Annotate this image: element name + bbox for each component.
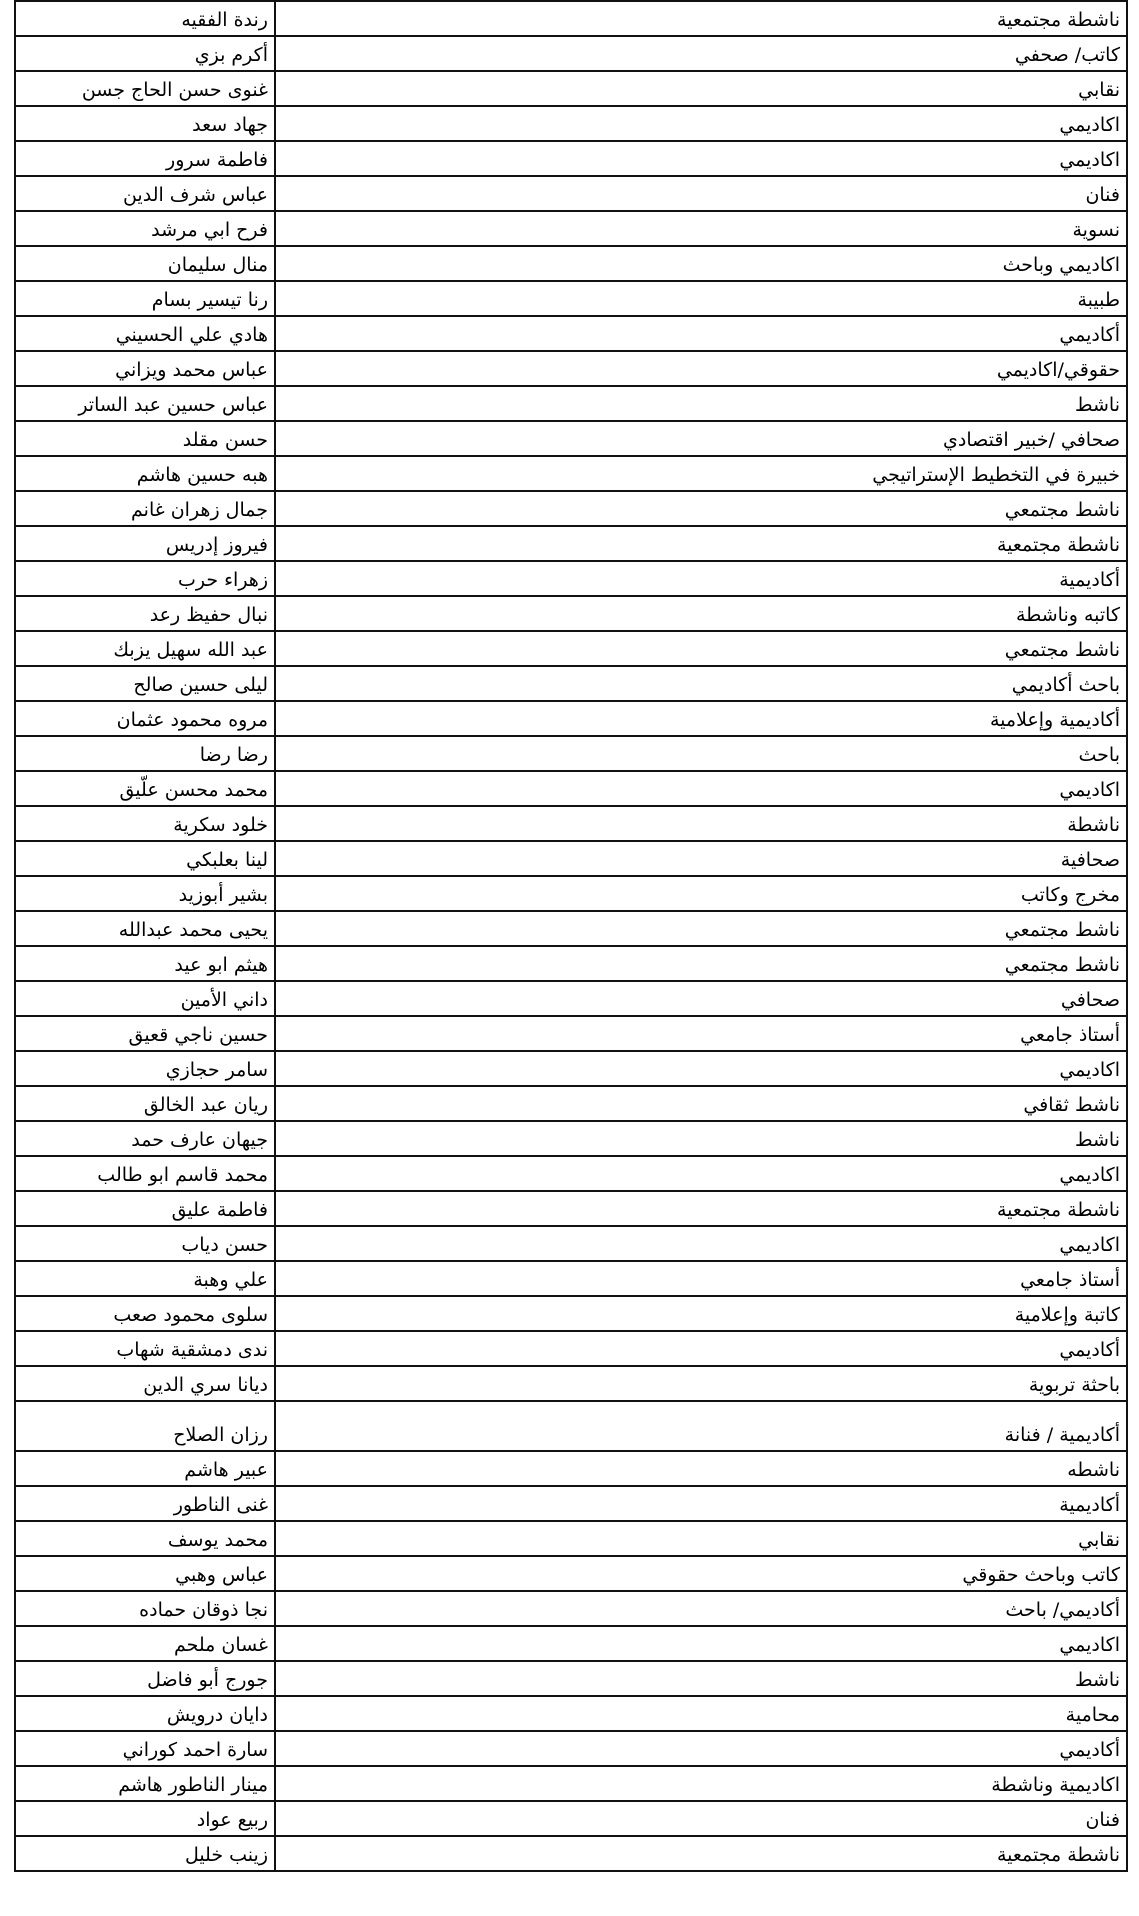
name-cell [15, 911, 275, 946]
person-name: هبه حسين هاشم [136, 464, 268, 486]
table-row [15, 1696, 1127, 1731]
name-cell [15, 1156, 275, 1191]
person-name: نبال حفيظ رعد [149, 604, 268, 626]
name-cell [15, 1191, 275, 1226]
person-role: ناشط مجتمعي [1004, 954, 1120, 976]
person-role: ناشطة مجتمعية [996, 9, 1120, 31]
person-name: جمال زهران غانم [131, 499, 268, 521]
name-cell [15, 106, 275, 141]
name-cell [15, 71, 275, 106]
role-cell [275, 1366, 1127, 1401]
person-name: زينب خليل [184, 1844, 268, 1866]
name-cell [15, 211, 275, 246]
person-name: فاطمة عليق [171, 1199, 268, 1221]
role-cell [275, 351, 1127, 386]
table-row [15, 1521, 1127, 1556]
role-cell [275, 596, 1127, 631]
person-role: أكاديمية [1059, 569, 1120, 591]
table-row [15, 386, 1127, 421]
person-name: زهراء حرب [177, 569, 268, 591]
table-row [15, 106, 1127, 141]
person-role: ناشطة مجتمعية [996, 534, 1120, 556]
person-name: فرح ابي مرشد [151, 219, 268, 241]
table-row [15, 701, 1127, 736]
name-cell [15, 841, 275, 876]
table-row [15, 491, 1127, 526]
table-row [15, 1591, 1127, 1626]
table-row [15, 771, 1127, 806]
person-name: هيثم ابو عيد [174, 954, 268, 976]
name-cell [15, 1, 275, 36]
person-role: أكاديمية وإعلامية [989, 709, 1120, 731]
name-cell [15, 281, 275, 316]
person-name: يحيى محمد عبدالله [118, 919, 268, 941]
role-cell [275, 36, 1127, 71]
person-name: جيهان عارف حمد [131, 1129, 268, 1151]
person-role: نقابي [1078, 79, 1120, 101]
role-cell [275, 1226, 1127, 1261]
person-role: فنان [1085, 1809, 1120, 1831]
role-cell [275, 1801, 1127, 1836]
name-cell [15, 1261, 275, 1296]
person-name: مروه محمود عثمان [116, 709, 268, 731]
person-name: جهاد سعد [192, 114, 268, 136]
name-cell [15, 1331, 275, 1366]
person-role: اكاديمي [1059, 1634, 1120, 1656]
person-role: اكاديمي [1059, 1164, 1120, 1186]
name-cell [15, 36, 275, 71]
person-name: مينار الناطور هاشم [118, 1774, 268, 1796]
table-row [15, 806, 1127, 841]
person-role: اكاديمي وباحث [1002, 254, 1120, 276]
table-row [15, 1296, 1127, 1331]
person-role: ناشط ثقافي [1023, 1094, 1120, 1116]
role-cell [275, 1121, 1127, 1156]
name-cell [15, 736, 275, 771]
person-role: فنان [1085, 184, 1120, 206]
person-role: كاتبة وإعلامية [1014, 1304, 1120, 1326]
person-role: أستاذ جامعي [1020, 1269, 1120, 1291]
name-cell [15, 1801, 275, 1836]
role-cell [275, 981, 1127, 1016]
person-role: اكاديمي [1059, 114, 1120, 136]
table-row [15, 981, 1127, 1016]
name-cell [15, 491, 275, 526]
role-cell [275, 876, 1127, 911]
person-role: محامية [1065, 1704, 1120, 1726]
name-cell [15, 666, 275, 701]
person-name: محمد قاسم ابو طالب [97, 1164, 268, 1186]
table-row [15, 1451, 1127, 1486]
table-row [15, 421, 1127, 456]
person-role: ناشط مجتمعي [1004, 919, 1120, 941]
name-cell [15, 771, 275, 806]
role-cell [275, 526, 1127, 561]
person-name: عبد الله سهيل يزبك [113, 639, 268, 661]
table-row [15, 1051, 1127, 1086]
name-cell [15, 1016, 275, 1051]
name-cell [15, 386, 275, 421]
person-role: صحافي /خبير اقتصادي [943, 429, 1120, 451]
name-cell [15, 421, 275, 456]
person-name: هادي علي الحسيني [115, 324, 268, 346]
person-role: اكاديمي [1059, 779, 1120, 801]
table-row [15, 456, 1127, 491]
role-cell [275, 1, 1127, 36]
person-role: ناشطة مجتمعية [996, 1844, 1120, 1866]
table-row [15, 911, 1127, 946]
table-row [15, 631, 1127, 666]
table-row [15, 1261, 1127, 1296]
person-role: اكاديمي [1059, 149, 1120, 171]
person-name: عباس شرف الدين [122, 184, 268, 206]
table-row [15, 1366, 1127, 1401]
person-role: أكاديمي [1059, 1739, 1120, 1761]
name-cell [15, 701, 275, 736]
table-row [15, 841, 1127, 876]
person-name: أكرم بزي [194, 44, 268, 66]
person-name: سلوى محمود صعب [113, 1304, 268, 1326]
person-name: سارة احمد كوراني [122, 1739, 268, 1761]
person-role: أستاذ جامعي [1020, 1024, 1120, 1046]
role-cell [275, 806, 1127, 841]
role-cell [275, 1556, 1127, 1591]
role-cell [275, 771, 1127, 806]
person-role: أكاديمي [1059, 324, 1120, 346]
table-row [15, 596, 1127, 631]
name-cell [15, 316, 275, 351]
person-role: خبيرة في التخطيط الإستراتيجي [872, 464, 1120, 486]
role-cell [275, 246, 1127, 281]
table-row [15, 1016, 1127, 1051]
role-cell [275, 1661, 1127, 1696]
role-cell [275, 1451, 1127, 1486]
table-row [15, 141, 1127, 176]
role-cell [275, 281, 1127, 316]
table-row [15, 736, 1127, 771]
person-role: باحث [1078, 744, 1120, 766]
name-cell [15, 1086, 275, 1121]
name-cell [15, 1226, 275, 1261]
person-role: كاتبه وناشطة [1015, 604, 1120, 626]
person-name: عباس محمد ويزاني [115, 359, 268, 381]
role-cell [275, 561, 1127, 596]
person-name: خلود سكرية [173, 814, 268, 836]
person-name: ليلى حسين صالح [133, 674, 268, 696]
person-role: باحث أكاديمي [1011, 674, 1120, 696]
names-table [14, 0, 1128, 1872]
person-role: ناشطة [1067, 814, 1120, 836]
person-name: ريان عبد الخالق [143, 1094, 268, 1116]
person-name: رندة الفقيه [181, 9, 268, 31]
name-cell [15, 806, 275, 841]
table-row [15, 351, 1127, 386]
table-row [15, 1836, 1127, 1871]
role-cell [275, 1156, 1127, 1191]
person-name: دايان درويش [166, 1704, 268, 1726]
table-row [15, 1661, 1127, 1696]
role-cell [275, 946, 1127, 981]
person-name: غسان ملحم [173, 1634, 268, 1656]
person-role: ناشط مجتمعي [1004, 639, 1120, 661]
name-cell [15, 1556, 275, 1591]
table-row [15, 1191, 1127, 1226]
person-role: أكاديمية [1059, 1494, 1120, 1516]
name-cell [15, 1051, 275, 1086]
role-cell [275, 386, 1127, 421]
table-row [15, 316, 1127, 351]
role-cell [275, 701, 1127, 736]
person-name: سامر حجازي [165, 1059, 268, 1081]
person-name: ندى دمشقية شهاب [116, 1339, 268, 1361]
person-role: اكاديمية وناشطة [991, 1774, 1120, 1796]
name-cell [15, 1296, 275, 1331]
person-name: رزان الصلاح [173, 1424, 268, 1446]
person-role: كاتب/ صحفي [1014, 44, 1120, 66]
name-cell [15, 1121, 275, 1156]
role-cell [275, 456, 1127, 491]
person-role: ناشط مجتمعي [1004, 499, 1120, 521]
role-cell [275, 491, 1127, 526]
name-cell [15, 246, 275, 281]
table-row [15, 36, 1127, 71]
role-cell [275, 1731, 1127, 1766]
person-role: مخرج وكاتب [1020, 884, 1120, 906]
name-cell [15, 946, 275, 981]
name-cell [15, 631, 275, 666]
person-role: أكاديمي/ باحث [1005, 1599, 1120, 1621]
role-cell [275, 1696, 1127, 1731]
table-row [15, 1801, 1127, 1836]
table-row [15, 71, 1127, 106]
name-cell [15, 1836, 275, 1871]
role-cell [275, 1016, 1127, 1051]
person-role: ناشط [1074, 1669, 1120, 1691]
name-cell [15, 141, 275, 176]
role-cell [275, 631, 1127, 666]
table-row [15, 1331, 1127, 1366]
table-row [15, 666, 1127, 701]
person-name: حسين ناجي قعيق [128, 1024, 268, 1046]
name-cell [15, 1766, 275, 1801]
role-cell [275, 1086, 1127, 1121]
table-row [15, 1121, 1127, 1156]
role-cell [275, 1591, 1127, 1626]
role-cell [275, 316, 1127, 351]
table-row [15, 946, 1127, 981]
name-cell [15, 1661, 275, 1696]
name-cell [15, 596, 275, 631]
person-role: باحثة تربوية [1028, 1374, 1120, 1396]
name-cell [15, 456, 275, 491]
name-cell [15, 351, 275, 386]
table-row [15, 876, 1127, 911]
person-role: أكاديمي [1059, 1339, 1120, 1361]
names-table-body [15, 1, 1127, 1871]
name-cell [15, 981, 275, 1016]
person-role: ناشط [1074, 394, 1120, 416]
person-name: فاطمة سرور [166, 149, 268, 171]
table-row [15, 1626, 1127, 1661]
table-row [15, 1, 1127, 36]
person-role: نسوية [1072, 219, 1120, 241]
role-cell [275, 421, 1127, 456]
role-cell [275, 1261, 1127, 1296]
table-row [15, 1556, 1127, 1591]
table-row [15, 176, 1127, 211]
person-role: حقوقي/اكاديمي [996, 359, 1120, 381]
name-cell [15, 176, 275, 211]
person-name: رنا تيسير بسام [151, 289, 268, 311]
table-row [15, 1731, 1127, 1766]
role-cell [275, 841, 1127, 876]
table-row [15, 246, 1127, 281]
person-name: علي وهبة [193, 1269, 268, 1291]
person-role: اكاديمي [1059, 1059, 1120, 1081]
person-role: ناشطه [1067, 1459, 1120, 1481]
person-role: اكاديمي [1059, 1234, 1120, 1256]
person-role: طبيبة [1077, 289, 1120, 311]
person-role: كاتب وباحث حقوقي [962, 1564, 1120, 1586]
person-name: ربيع عواد [196, 1809, 268, 1831]
name-cell [15, 561, 275, 596]
role-cell [275, 1486, 1127, 1521]
role-cell [275, 1401, 1127, 1451]
role-cell [275, 911, 1127, 946]
role-cell [275, 1766, 1127, 1801]
name-cell [15, 1626, 275, 1661]
table-row [15, 1086, 1127, 1121]
name-cell [15, 526, 275, 561]
name-cell [15, 1521, 275, 1556]
person-name: عباس وهبي [175, 1564, 268, 1586]
person-name: بشير أبوزيد [178, 884, 268, 906]
person-role: صحافية [1060, 849, 1120, 871]
name-cell [15, 1591, 275, 1626]
person-name: حسن مقلد [182, 429, 268, 451]
person-name: عباس حسين عبد الساتر [78, 394, 268, 416]
person-role: نقابي [1078, 1529, 1120, 1551]
role-cell [275, 71, 1127, 106]
person-name: لينا بعلبكي [186, 849, 268, 871]
role-cell [275, 211, 1127, 246]
role-cell [275, 106, 1127, 141]
person-name: داني الأمين [180, 989, 268, 1011]
name-cell [15, 1696, 275, 1731]
role-cell [275, 1626, 1127, 1661]
role-cell [275, 1836, 1127, 1871]
role-cell [275, 1521, 1127, 1556]
role-cell [275, 1331, 1127, 1366]
table-row [15, 1766, 1127, 1801]
person-role: أكاديمية / فنانة [1004, 1424, 1120, 1446]
name-cell [15, 1731, 275, 1766]
person-role: ناشط [1074, 1129, 1120, 1151]
table-row [15, 211, 1127, 246]
role-cell [275, 1191, 1127, 1226]
person-name: منال سليمان [167, 254, 268, 276]
name-cell [15, 1401, 275, 1451]
person-name: ديانا سري الدين [143, 1374, 268, 1396]
person-role: ناشطة مجتمعية [996, 1199, 1120, 1221]
table-row [15, 1401, 1127, 1451]
table-row [15, 1226, 1127, 1261]
table-row [15, 281, 1127, 316]
table-row [15, 561, 1127, 596]
person-name: حسن دياب [181, 1234, 268, 1256]
person-role: صحافي [1060, 989, 1120, 1011]
name-cell [15, 1366, 275, 1401]
person-name: غنى الناطور [173, 1494, 268, 1516]
person-name: محمد يوسف [167, 1529, 268, 1551]
role-cell [275, 1296, 1127, 1331]
person-name: رضا رضا [199, 744, 268, 766]
name-cell [15, 1486, 275, 1521]
role-cell [275, 141, 1127, 176]
name-cell [15, 876, 275, 911]
role-cell [275, 1051, 1127, 1086]
table-row [15, 1486, 1127, 1521]
table-row [15, 1156, 1127, 1191]
role-cell [275, 736, 1127, 771]
table-row [15, 526, 1127, 561]
person-name: فيروز إدريس [165, 534, 268, 556]
name-cell [15, 1451, 275, 1486]
person-name: غنوى حسن الحاج جسن [81, 79, 268, 101]
person-name: نجا ذوقان حماده [139, 1599, 268, 1621]
person-name: محمد محسن علّيق [119, 779, 268, 801]
role-cell [275, 666, 1127, 701]
role-cell [275, 176, 1127, 211]
person-name: عبير هاشم [184, 1459, 268, 1481]
person-name: جورج أبو فاضل [147, 1669, 268, 1691]
